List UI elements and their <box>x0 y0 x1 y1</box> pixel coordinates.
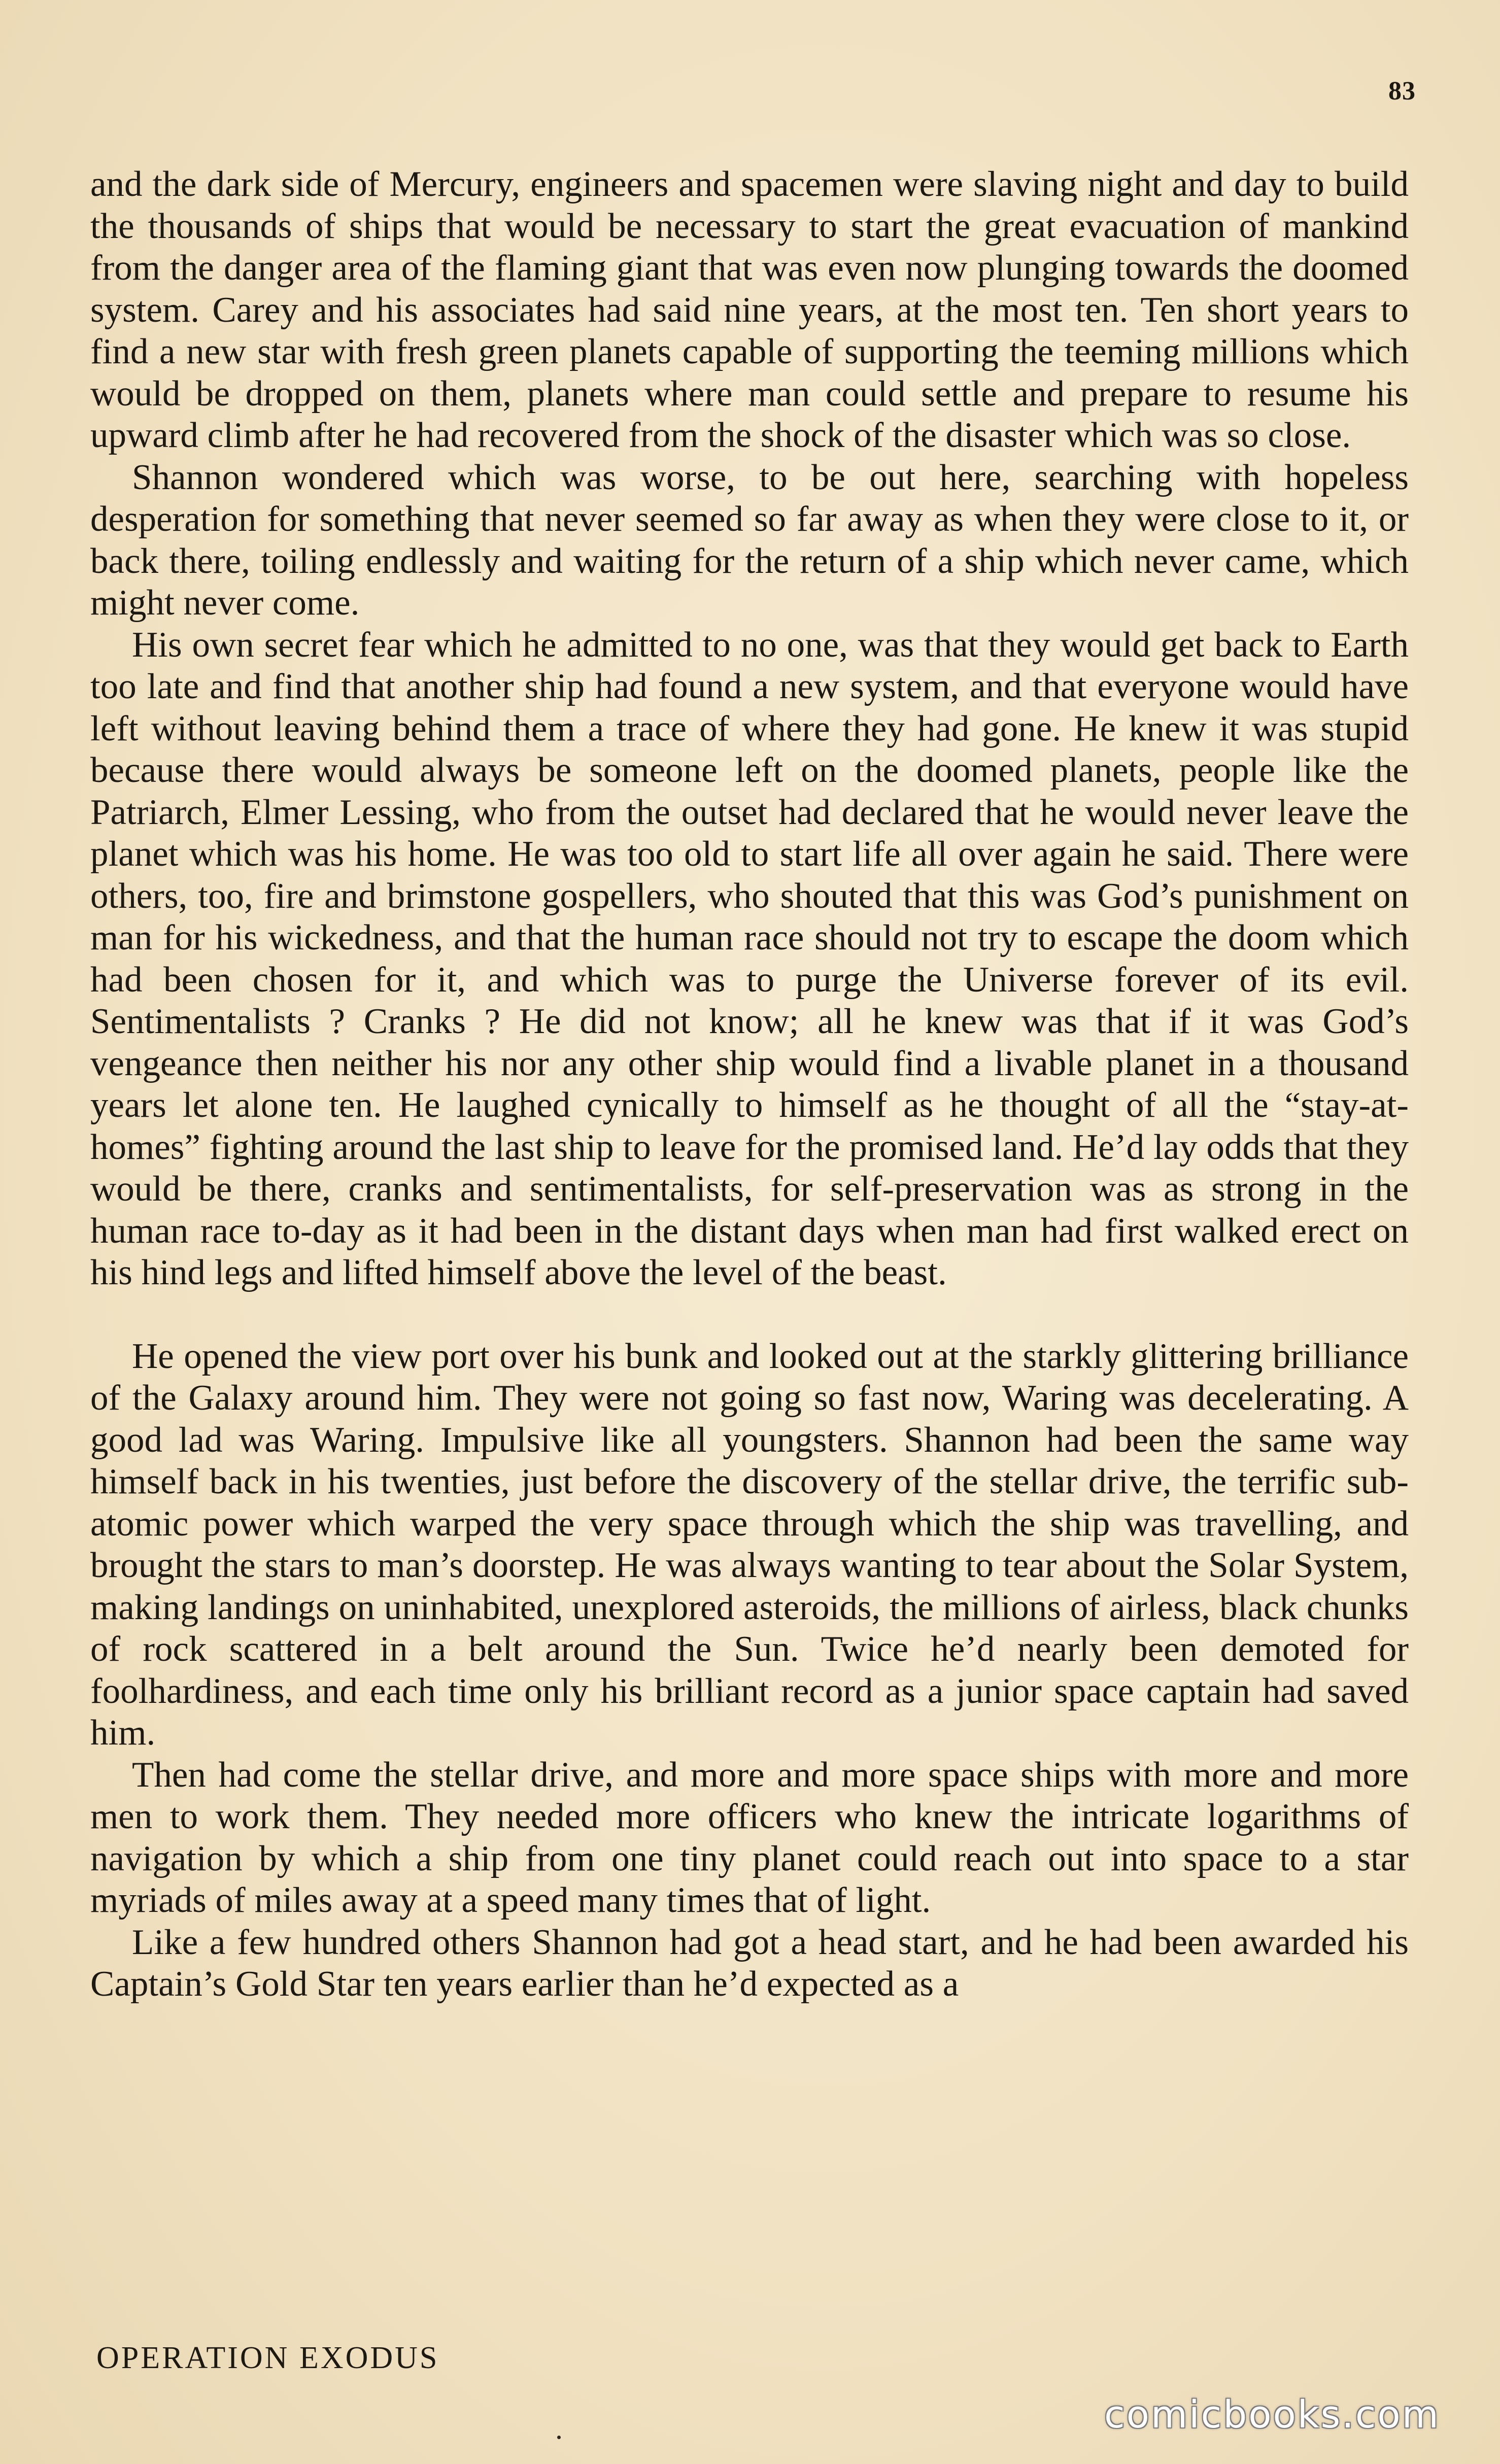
paragraph: Then had come the stellar drive, and more and more space ships with more and more men to work them. They needed more officers who knew the intricate logarithms of navigation by which a ship from one tiny planet could reach out into space to a star myriads of miles away at a speed many times that of light. <box>90 1755 1409 1920</box>
print-speck <box>557 2436 561 2439</box>
body-text <box>90 163 1409 2005</box>
running-footer-title: OPERATION EXODUS <box>96 2341 439 2375</box>
page-number: 83 <box>1388 77 1416 106</box>
paragraph: His own secret fear which he admitted to no one, was that they would get back to Earth too late and find that another ship had found a new system, and that everyone would have left without leaving behind them a trace of where they had gone. He knew it was stupid because there would always be someone left on the doomed planets, people like the Patriarch, Elmer Lessing, who from the outset had declared that he would never leave the planet which was his home. He was too old to start life all over again he said. There were others, too, fire and brimstone gospellers, who shouted that this was God’s punishment on man for his wickedness, and that the human race should not try to escape the doom which had been chosen for it, and which was to purge the Universe forever of its evil. Sentimentalists ? Cranks ? He did not know; all he knew was that if it was God’s vengeance then neither his nor any other ship would find a livable planet in a thousand years let alone ten. He laughed cynically to himself as he thought of all the “stay-at-homes” fighting around the last ship to leave for the promised land. He’d lay odds that they would be there, cranks and sentimentalists, for self-preservation was as strong in the human race to-day as it had been in the distant days when man had first walked erect on his hind legs and lifted himself above the level of the beast. <box>90 625 1409 1292</box>
paragraph: He opened the view port over his bunk and looked out at the starkly glittering brilliance of the Galaxy around him. They were not going so fast now, Waring was decelerating. A good lad was Waring. Impulsive like all youngsters. Shannon had been the same way himself back in his twenties, just before the discovery of the stellar drive, the terrific sub-atomic power which warped the very space through which the ship was travelling, and brought the stars to man’s doorstep. He was always wanting to tear about the Solar System, making landings on uninhabited, unexplored asteroids, the millions of airless, black chunks of rock scattered in a belt around the Sun. Twice he’d nearly been demoted for foolhardiness, and each time only his brilliant record as a junior space captain had saved him. <box>90 1336 1409 1753</box>
paragraph: Like a few hundred others Shannon had got a head start, and he had been awarded his Captain’s Gold Star ten years earlier than he’d expected as a <box>90 1922 1409 2004</box>
paragraph: Shannon wondered which was worse, to be out here, searching with hopeless desperation for something that never seemed so far away as when they were close to it, or back there, toiling endlessly and waiting for the return of a ship which never came, which might never come. <box>90 457 1409 623</box>
paragraph: and the dark side of Mercury, engineers and spacemen were slaving night and day to build the thousands of ships that would be necessary to start the great evacuation of mankind from the danger area of the flaming giant that was even now plunging towards the doomed system. Carey and his associates had said nine years, at the most ten. Ten short years to find a new star with fresh green planets capable of supporting the teeming millions which would be dropped on them, planets where man could settle and prepare to resume his upward climb after he had recovered from the shock of the disaster which was so close. <box>90 164 1409 455</box>
watermark-logo: comicbooks.com <box>1104 2393 1440 2437</box>
